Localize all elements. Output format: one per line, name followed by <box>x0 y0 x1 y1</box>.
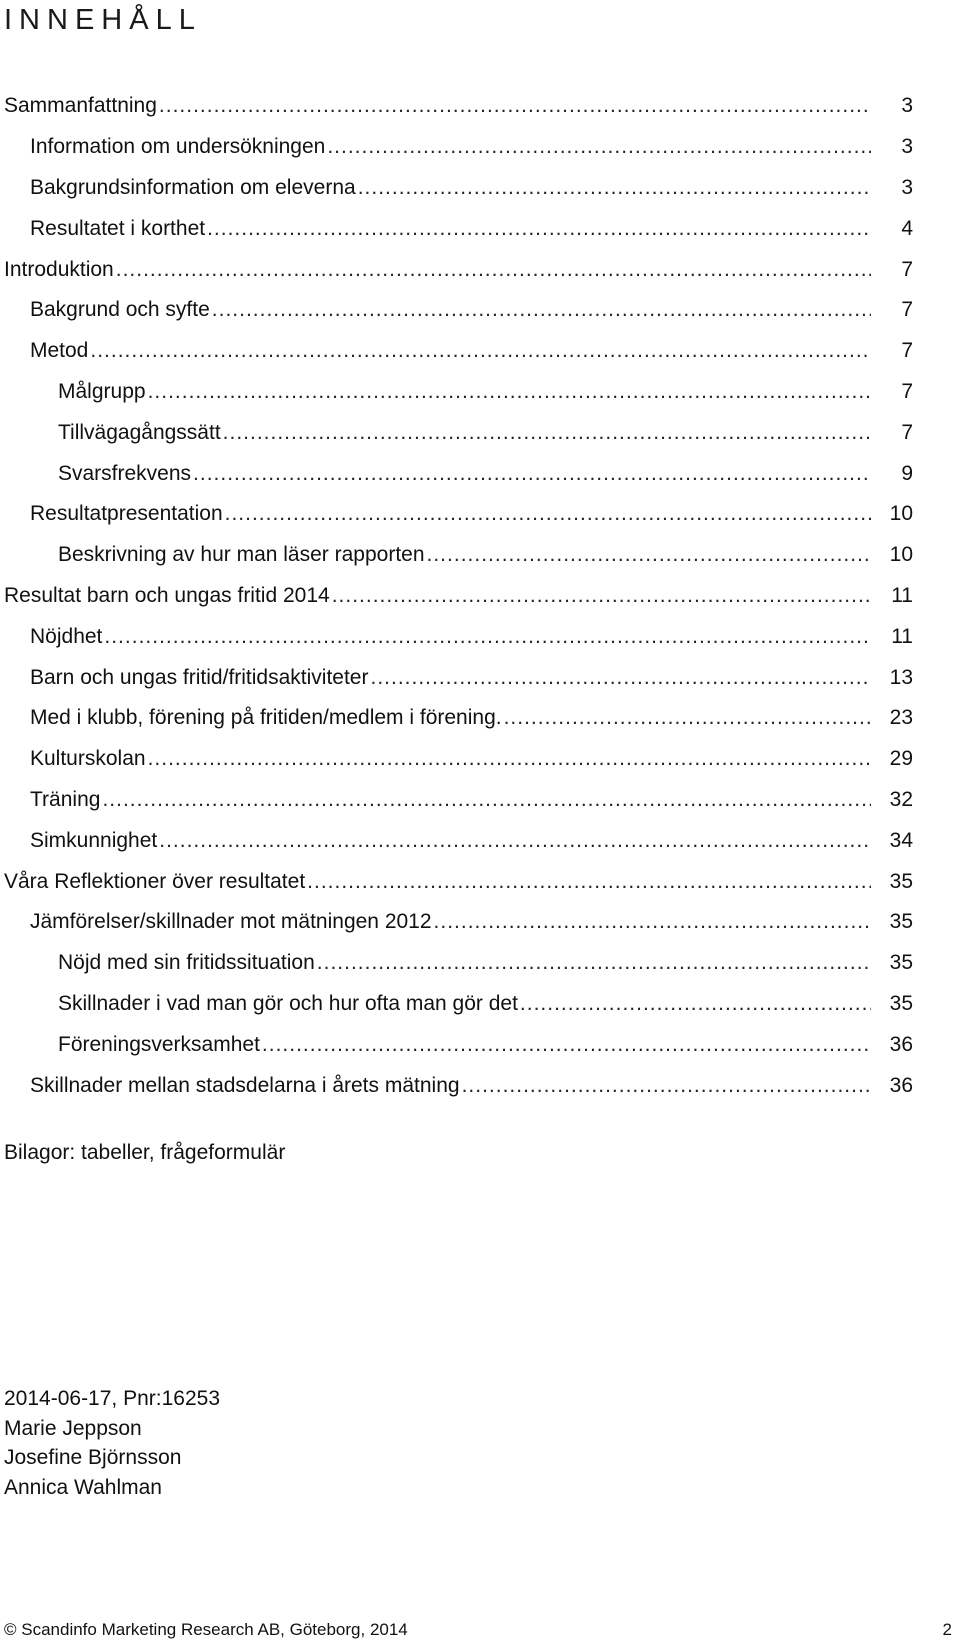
toc-leader-dots <box>148 747 871 771</box>
toc-entry[interactable] <box>0 780 960 821</box>
toc-leader-dots <box>358 176 871 200</box>
toc-entry-label: Tillvägagångssätt <box>58 420 221 444</box>
toc-leader-dots <box>90 339 871 363</box>
toc-leader-dots <box>223 421 871 445</box>
toc-entry-page: 3 <box>901 175 913 199</box>
toc-entry[interactable] <box>0 453 960 494</box>
toc-leader-dots <box>207 217 871 241</box>
date-project-number: 2014-06-17, Pnr:16253 <box>4 1387 220 1410</box>
toc-leader-dots <box>317 951 871 975</box>
toc-entry[interactable] <box>0 290 960 331</box>
toc-leader-dots <box>262 1033 871 1057</box>
toc-entry[interactable] <box>0 372 960 413</box>
toc-entry[interactable] <box>0 902 960 943</box>
copyright-text: © Scandinfo Marketing Research AB, Göteborg, 2014 <box>4 1620 408 1639</box>
toc-entry-page: 35 <box>889 991 913 1015</box>
toc-entry-page: 35 <box>889 951 913 975</box>
toc-entry-page: 4 <box>901 216 913 240</box>
toc-entry[interactable] <box>0 331 960 372</box>
toc-leader-dots <box>504 706 871 730</box>
toc-entry-label: Skillnader i vad man gör och hur ofta man gör det <box>58 991 518 1015</box>
toc-entry-label: Nöjdhet <box>30 624 103 648</box>
toc-leader-dots <box>427 543 871 567</box>
toc-leader-dots <box>520 992 871 1016</box>
toc-entry-page: 34 <box>889 828 913 852</box>
toc-leader-dots <box>225 502 871 526</box>
toc-leader-dots <box>159 829 871 853</box>
toc-entry-page: 35 <box>889 910 913 934</box>
author-name: Marie Jeppson <box>4 1416 142 1440</box>
toc-entry[interactable] <box>0 698 960 739</box>
toc-entry-label: Information om undersökningen <box>30 135 326 159</box>
toc-entry[interactable] <box>0 984 960 1025</box>
toc-entry-page: 7 <box>901 379 913 403</box>
toc-entry[interactable] <box>0 616 960 657</box>
appendix-line: Bilagor: tabeller, frågeformulär <box>4 1141 286 1164</box>
toc-entry-page: 13 <box>889 665 913 689</box>
toc-entry-page: 7 <box>901 257 913 281</box>
toc-leader-dots <box>159 94 871 118</box>
toc-entry-page: 3 <box>901 135 913 159</box>
toc-leader-dots <box>462 1074 871 1098</box>
toc-entry-page: 7 <box>901 339 913 363</box>
toc-entry[interactable] <box>0 249 960 290</box>
toc-leader-dots <box>104 625 871 649</box>
toc-entry[interactable] <box>0 535 960 576</box>
author-name: Josefine Björnsson <box>4 1446 182 1469</box>
toc-leader-dots <box>434 910 871 934</box>
toc-leader-dots <box>102 788 871 812</box>
toc-entry[interactable] <box>0 576 960 617</box>
toc-leader-dots <box>370 666 871 690</box>
toc-entry-page: 36 <box>889 1032 913 1056</box>
toc-entry-page: 11 <box>891 624 913 648</box>
toc-entry[interactable] <box>0 657 960 698</box>
toc-entry-label: Bakgrund och syfte <box>30 298 210 322</box>
toc-entry-label: Simkunnighet <box>30 828 158 852</box>
toc-entry-label: Beskrivning av hur man läser rapporten <box>58 543 425 567</box>
toc-entry[interactable] <box>0 1065 960 1106</box>
toc-leader-dots <box>212 298 871 322</box>
toc-entry-label: Nöjd med sin fritidssituation <box>58 951 315 975</box>
toc-entry-label: Målgrupp <box>58 379 146 403</box>
toc-entry-label: Barn och ungas fritid/fritidsaktiviteter <box>30 665 369 689</box>
toc-entry-label: Träning <box>30 787 101 811</box>
page-footer <box>0 1620 960 1648</box>
toc-entry[interactable] <box>0 739 960 780</box>
toc-entry-label: Introduktion <box>4 257 114 281</box>
page-title: INNEHÅLL <box>4 4 202 36</box>
toc-entry[interactable] <box>0 86 960 127</box>
toc-entry[interactable] <box>0 208 960 249</box>
document-meta <box>4 1384 220 1502</box>
toc-entry[interactable] <box>0 943 960 984</box>
toc-entry-page: 29 <box>889 747 913 771</box>
toc-entry-label: Kulturskolan <box>30 747 146 771</box>
toc-entry[interactable] <box>0 168 960 209</box>
toc-entry-label: Jämförelser/skillnader mot mätningen 2012 <box>30 910 432 934</box>
toc-entry[interactable] <box>0 820 960 861</box>
toc-entry-label: Bakgrundsinformation om eleverna <box>30 175 356 199</box>
toc-entry-page: 36 <box>889 1073 913 1097</box>
toc-entry-label: Resultat barn och ungas fritid 2014 <box>4 583 330 607</box>
toc-entry[interactable] <box>0 861 960 902</box>
toc-leader-dots <box>332 584 871 608</box>
toc-entry-page: 7 <box>901 420 913 444</box>
toc-entry-label: Våra Reflektioner över resultatet <box>4 869 306 893</box>
toc-entry-label: Föreningsverksamhet <box>58 1032 260 1056</box>
toc-entry-page: 35 <box>889 869 913 893</box>
toc-entry-page: 32 <box>889 787 913 811</box>
toc-entry[interactable] <box>0 1024 960 1065</box>
toc-entry-page: 23 <box>889 706 913 730</box>
toc-leader-dots <box>116 258 871 282</box>
toc-entry[interactable] <box>0 412 960 453</box>
toc-leader-dots <box>307 870 871 894</box>
page-number: 2 <box>942 1620 952 1639</box>
toc-leader-dots <box>327 135 871 159</box>
toc-entry-label: Med i klubb, förening på fritiden/medlem i förening. <box>30 706 502 730</box>
toc-entry[interactable] <box>0 127 960 168</box>
toc-leader-dots <box>193 462 871 486</box>
toc-entry-page: 9 <box>901 461 913 485</box>
toc-entry-page: 11 <box>891 583 913 607</box>
toc-entry-label: Sammanfattning <box>4 94 157 118</box>
toc-entry-label: Metod <box>30 339 89 363</box>
toc-entry[interactable] <box>0 494 960 535</box>
toc-entry-page: 7 <box>901 298 913 322</box>
author-name: Annica Wahlman <box>4 1475 162 1499</box>
toc-entry-label: Svarsfrekvens <box>58 461 192 485</box>
toc-leader-dots <box>148 380 871 404</box>
table-of-contents <box>0 86 960 1106</box>
toc-entry-page: 10 <box>889 543 913 567</box>
toc-entry-page: 3 <box>901 94 913 118</box>
toc-entry-label: Resultatet i korthet <box>30 216 206 240</box>
toc-entry-label: Resultatpresentation <box>30 502 223 526</box>
toc-entry-label: Skillnader mellan stadsdelarna i årets mätning <box>30 1073 460 1097</box>
toc-entry-page: 10 <box>889 502 913 526</box>
